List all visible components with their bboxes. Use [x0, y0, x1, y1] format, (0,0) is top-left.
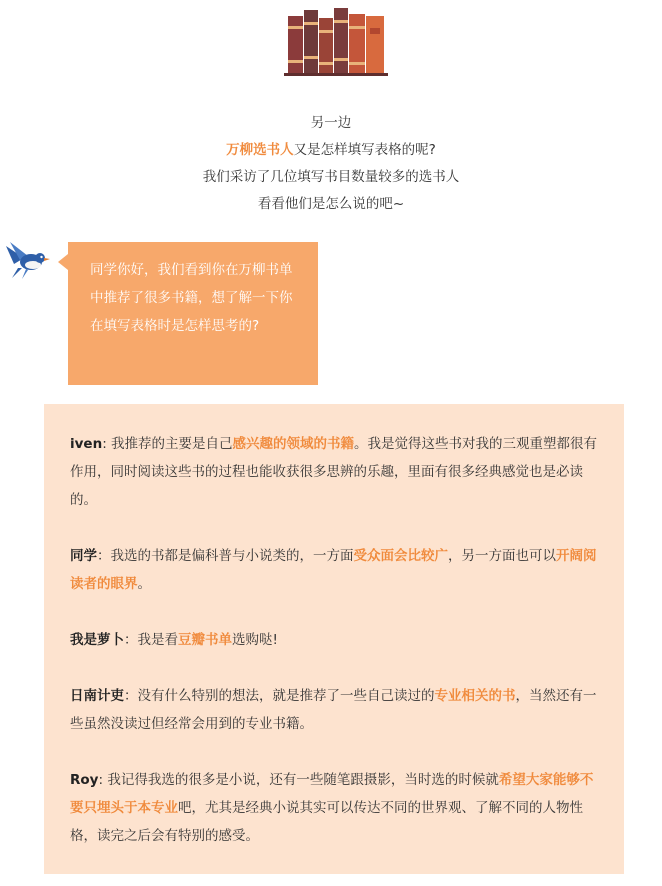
- answer-highlight: 希望大家能够不要只埋头于本专业: [70, 772, 594, 816]
- question-bubble: 同学你好，我们看到你在万柳书单中推荐了很多书籍，想了解一下你在填写表格时是怎样思考的?: [68, 242, 318, 385]
- answer-text: 没有什么特别的想法，就是推荐了一些自己读过的: [137, 688, 435, 704]
- answer-highlight: 开阔阅读者的眼界: [70, 548, 597, 592]
- bird-icon: [4, 240, 50, 280]
- intro-highlight: 万柳选书人: [226, 142, 294, 158]
- intro-line-2: [0, 137, 662, 164]
- answer-highlight: 专业相关的书: [434, 688, 516, 704]
- answer-highlight: 感兴趣的领域的书籍: [232, 436, 355, 452]
- answer-name: 我是萝卜: [70, 632, 124, 648]
- answer-name: 日南计吏: [70, 688, 124, 704]
- answer-sep: :: [98, 772, 108, 788]
- answer-item: [70, 626, 598, 654]
- answer-text: 我是看: [137, 632, 178, 648]
- intro-text: [0, 110, 662, 218]
- books-illustration: [284, 6, 388, 76]
- intro-line-3: 我们采访了几位填写书目数量较多的选书人: [202, 169, 460, 185]
- answer-text: 。: [137, 576, 151, 592]
- answer-text: 吧，尤其是经典小说其实可以传达不同的世界观、了解不同的人物性格，读完之后会有特别的感受。: [70, 800, 583, 844]
- answer-item: [70, 682, 598, 738]
- answer-name: iven: [70, 436, 103, 452]
- answer-text: 。我是觉得这些书对我的三观重塑都很有作用，同时阅读这些书的过程也能收获很多思辨的乐趣，里面有很多经典感觉也是必读的。: [70, 436, 598, 508]
- answer-name: Roy: [70, 772, 99, 788]
- answer-text: 我推荐的主要是自己: [111, 436, 233, 452]
- answer-text: ，当然还有一些虽然没读过但经常会用到的专业书籍。: [70, 688, 597, 732]
- answer-sep: ：: [97, 548, 111, 564]
- answer-text: 选购哒!: [232, 632, 278, 648]
- answer-name: 同学: [70, 548, 97, 564]
- intro-line-2-rest: 又是怎样填写表格的呢?: [293, 142, 436, 158]
- answers-panel: [44, 404, 624, 874]
- answer-highlight: 豆瓣书单: [178, 632, 232, 648]
- answer-item: [70, 766, 598, 850]
- answer-text: 我记得我选的很多是小说，还有一些随笔跟摄影，当时选的时候就: [107, 772, 499, 788]
- answer-sep: ：: [124, 632, 138, 648]
- answer-sep: :: [102, 436, 112, 452]
- answer-text: ，另一方面也可以: [448, 548, 556, 564]
- intro-line-1: 另一边: [310, 115, 352, 131]
- answer-highlight: 受众面会比较广: [353, 548, 448, 564]
- answer-item: [70, 430, 598, 514]
- answer-item: [70, 542, 598, 598]
- intro-line-4: 看看他们是怎么说的吧~: [257, 196, 405, 212]
- answer-text: 我选的书都是偏科普与小说类的，一方面: [110, 548, 354, 564]
- answer-sep: ：: [124, 688, 138, 704]
